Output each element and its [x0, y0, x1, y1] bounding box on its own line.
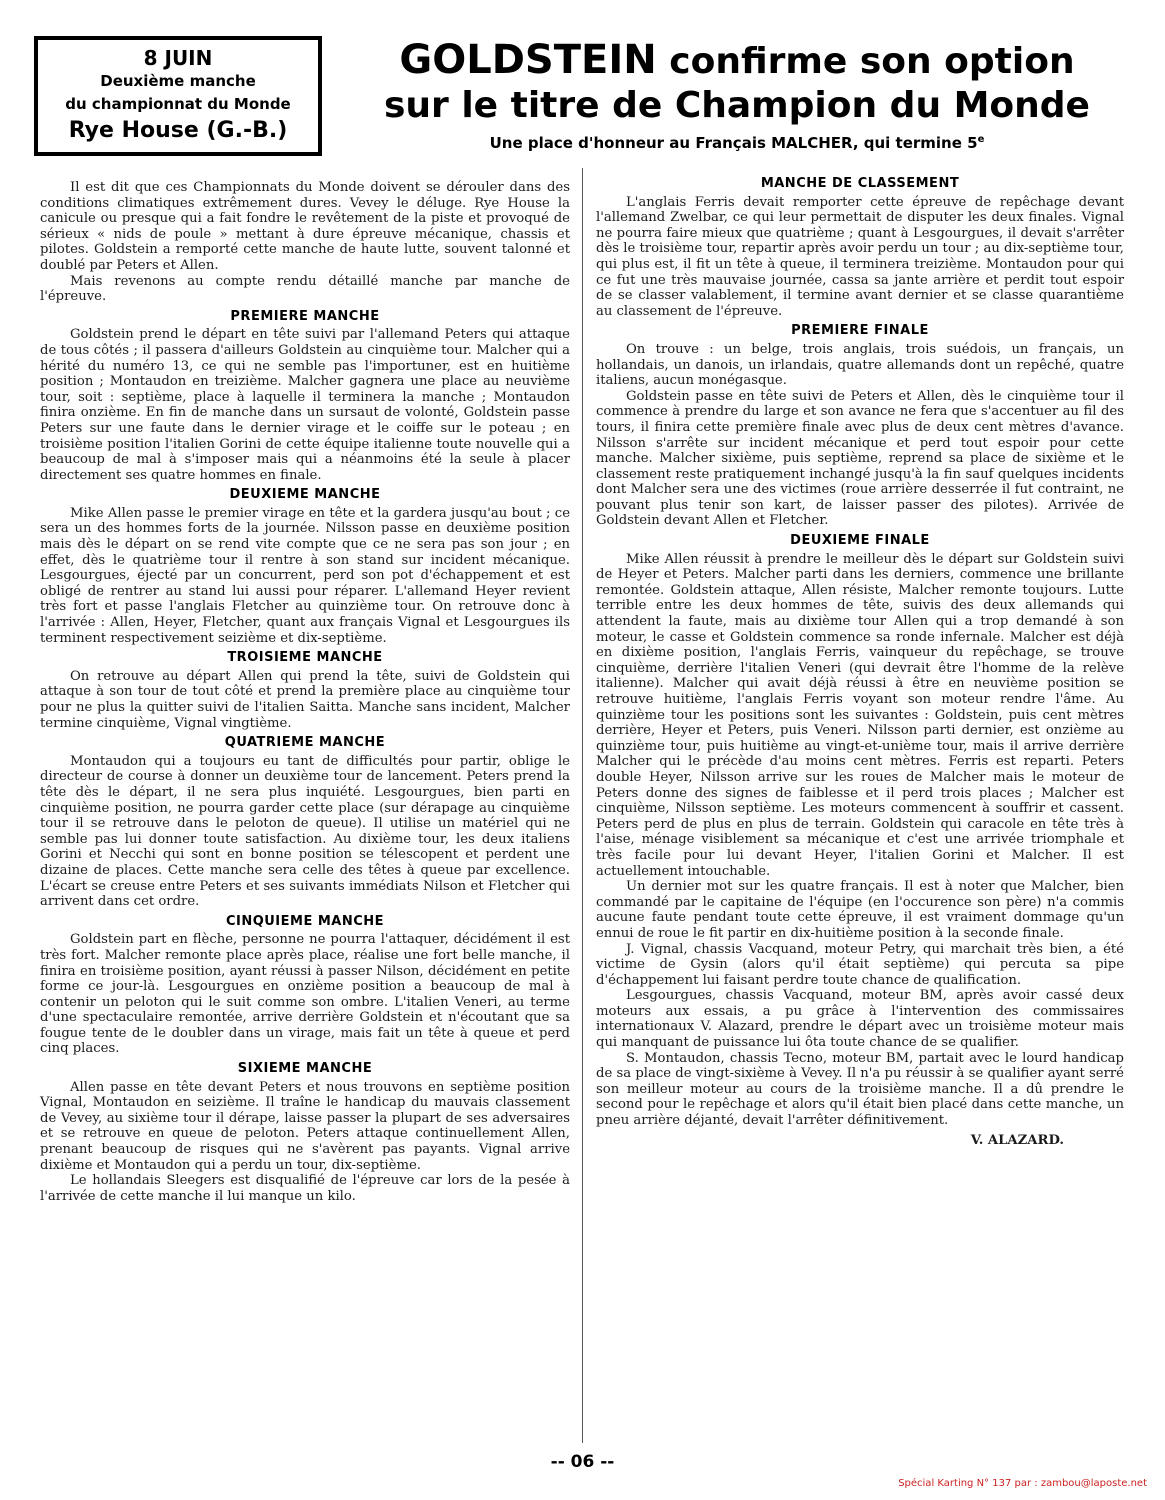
scan-credit: Spécial Karting N° 137 par : zambou@laposte.net [898, 1478, 1147, 1489]
section-heading: TROISIEME MANCHE [227, 650, 383, 666]
paragraph: On trouve : un belge, trois anglais, trois suédois, un français, un hollandais, un danois, un irlandais, quatre allemands dont un repêché, quatre italiens, aucun monégasque. [596, 341, 1124, 389]
event-box [34, 36, 322, 156]
headline-line1 [342, 38, 1132, 84]
paragraph: Mike Allen passe le premier virage en tête et la gardera jusqu'au bout ; ce sera un des hommes forts de la journée. Nilsson passe en deuxième position mais dès le départ on se rend vite compte que ce ne sera pas son jour ; en effet, dès le quatrième tour il rentre à son stand sur incident mécanique. Lesgourgues, éjecté par un concurrent, perd son pot d'échappement et est obligé de rentrer au stand lui aussi pour réparer. L'allemand Heyer revient très fort et passe l'anglais Fletcher au quinzième tour. On retrouve donc à l'arrivée : Allen, Heyer, Fletcher, quant aux français Vignal et Lesgourgues ils terminent respectivement seizième et dix-septième. [40, 505, 570, 646]
paragraph: On retrouve au départ Allen qui prend la tête, suivi de Goldstein qui attaque à son tour de tout côté et prend la première place au cinquième tour pour ne plus la quitter suivi de l'italien Saitta. Manche sans incident, Malcher termine cinquième, Vignal vingtième. [40, 668, 570, 731]
section-heading: MANCHE DE CLASSEMENT [760, 176, 960, 191]
column-divider [582, 168, 583, 1443]
section-heading: PREMIERE MANCHE [230, 308, 380, 324]
headline-name: GOLDSTEIN [399, 37, 657, 83]
paragraph: Goldstein prend le départ en tête suivi par l'allemand Peters qui attaque de tous côtés ; il passera d'ailleurs Goldstein au cinquième tour. Malcher qui a hérité du numéro 13, ce qui ne semble pas l'importuner, est en huitième position ; Montaudon en treizième. Malcher gagnera une place au neuvième tour, soit : septième, place à laquelle il terminera la manche ; Montaudon finira onzième. En fin de manche dans un sursaut de volonté, Goldstein passe Peters sur une faute dans le dernier virage et le coiffe sur le poteau ; en troisième position l'italien Gorini de cette équipe italienne toute nouvelle qui a beaucoup de mal à s'imposer mais qui a néanmoins été la seule à placer directement ses quatre hommes en finale. [40, 327, 570, 483]
paragraph: Allen passe en tête devant Peters et nous trouvons en septième position Vignal, Montaudon en seizième. Il traîne le handicap du mauvais classement de Vevey, au sixième tour il dérape, laisse passer la plupart de ses adversaires et se retrouve en queue de peloton. Peters attaque continuellement Allen, prenant beaucoup de risques qui ne s'avèrent pas payants. Vignal arrive dixième et Montaudon qui a perdu un tour, dix-septième. [40, 1079, 570, 1173]
paragraph: Un dernier mot sur les quatre français. Il est à noter que Malcher, bien commandé par le capitaine de l'équipe (en l'occurence son père) n'a commis aucune faute pendant toute cette épreuve, il est vraiment dommage qu'un ennui de roue le fit partir en dix-huitième position à la seconde finale. [596, 879, 1124, 941]
section-heading: DEUXIEME FINALE [790, 533, 930, 549]
left-column [40, 180, 570, 1204]
right-column [596, 172, 1124, 1148]
paragraph: Il est dit que ces Championnats du Monde doivent se dérouler dans des conditions climatiques extrêmement dures. Vevey le déluge. Rye House la canicule ou presque qui a fait fondre le revêtement de la piste et provoqué de sérieux « nids de poule » mettant à dure épreuve mécanique, chassis et pilotes. Goldstein a remporté cette manche de haute lutte, souvent talonné et doublé par Peters et Allen. [40, 180, 570, 273]
headline-line1-rest: confirme son option [669, 41, 1075, 82]
subtitle-text: Une place d'honneur au Français MALCHER, qui termine 5 [489, 134, 978, 152]
section-heading: QUATRIEME MANCHE [224, 735, 386, 751]
paragraph: Goldstein passe en tête suivi de Peters et Allen, dès le cinquième tour il commence à prendre du large et son avance ne fera que s'accentuer au fil des tours, il finira cette première finale avec plus de deux cent mètres d'avance. Nilsson s'arrête sur incident mécanique et perd tout espoir pour cette manche. Malcher sixième, puis septième, reprend sa place de sixième et le classement reste pratiquement inchangé jusqu'à la fin sauf quelques incidents dont Malcher sera une des victimes (roue arrière desserrée il fut contraint, ne pouvant plus tenir son kart, de laisser passer des pilotes). Arrivée de Goldstein devant Allen et Fletcher. [596, 388, 1124, 529]
paragraph: Le hollandais Sleegers est disqualifié de l'épreuve car lors de la pesée à l'arrivée de cette manche il lui manque un kilo. [40, 1173, 570, 1204]
paragraph: Mike Allen réussit à prendre le meilleur dès le départ sur Goldstein suivi de Heyer et Peters. Malcher parti dans les derniers, commence une brillante remontée. Goldstein attaque, Allen résiste, Malcher remonte toujours. Lutte terrible entre les deux hommes de tête, suivis des deux allemands qui attendent la faute, mais au dixième tour Allen qui a trop demandé à son moteur, le casse et Goldstein commence sa ronde infernale. Malcher est déjà en dixième position, l'anglais Ferris, vainqueur du repêchage, se trouve cinquième, derrière l'italien Veneri (qui devrait être l'homme de la relève italienne). Malcher qui avait déjà réussi à être en neuvième position se retrouve huitième, l'anglais Ferris voyant son moteur rendre l'âme. Au quinzième tour les positions sont les suivantes : Goldstein, puis cent mètres derrière, Heyer et Peters, puis Veneri. Nilsson parti dernier, est onzième au quinzième tour, puis huitième au vingt-et-unième tour, mais il arrive derrière Malcher qui le précède d'au moins cent mètres. Ferris est reparti. Peters double Heyer, Nilsson arrive sur les roues de Malcher mais le moteur de Peters donne des signes de faiblesse et il perd trois places ; Malcher est cinquième, Nilsson septième. Les moteurs commencent à souffrir et cassent. Peters perd de plus en plus de terrain. Goldstein qui caracole en tête très à l'aise, ménage visiblement sa mécanique et c'est une arrivée triomphale et très facile pour lui devant Heyer, l'italien Gorini et Malcher. Il est actuellement intouchable. [596, 551, 1124, 879]
event-round: Deuxième manche [100, 72, 256, 90]
author-signature: V. ALAZARD. [970, 1132, 1064, 1148]
paragraph: Goldstein part en flèche, personne ne pourra l'attaquer, décidément il est très fort. Malcher remonte place après place, réalise une fort belle manche, il finira en troisième position, ayant réussi à passer Nilson, décidément en petite forme ce jour-là. Lesgourgues en onzième position a beaucoup de mal à contenir un peloton qui le suit comme son ombre. L'italien Veneri, au terme d'une spectaculaire remontée, arrive derrière Goldstein et n'écoutant que sa fougue tente de le doubler dans un virage, mais fait un tête à queue et perd cinq places. [40, 932, 570, 1057]
section-heading: PREMIERE FINALE [791, 323, 929, 339]
subtitle [342, 134, 1132, 152]
paragraph: J. Vignal, chassis Vacquand, moteur Petry, qui marchait très bien, a été victime de Gysin (alors qu'il était septième) qui percuta sa pipe d'échappement lui faisant perdre toute chance de qualification. [596, 941, 1124, 988]
page-number: -- 06 -- [550, 1452, 615, 1472]
event-championship: du championnat du Monde [65, 95, 291, 113]
headline-line2: sur le titre de Champion du Monde [384, 85, 1090, 126]
section-heading: CINQUIEME MANCHE [225, 913, 385, 929]
event-date: 8 JUIN [143, 46, 213, 70]
section-heading: SIXIEME MANCHE [237, 1061, 373, 1077]
paragraph: Lesgourgues, chassis Vacquand, moteur BM, après avoir cassé deux moteurs aux essais, a pu grâce à l'intervention des commissaires internationaux V. Alazard, prendre le départ avec un troisième moteur mais qui manquant de puissance lui ôta toute chance de se qualifier. [596, 988, 1124, 1051]
paragraph: Mais revenons au compte rendu détaillé manche par manche de l'épreuve. [40, 273, 570, 305]
paragraph: Montaudon qui a toujours eu tant de difficultés pour partir, oblige le directeur de course à donner un deuxième tour de lancement. Peters prend la tête dès le départ, il ne sera plus inquiété. Lesgourgues, bien parti en cinquième position, ne pourra garder cette place (sur dérapage au cinquième tour il se retrouve dans le peloton de queue). Il utilise un matériel qui ne semble pas lui donner toute satisfaction. Au dixième tour, les deux italiens Gorini et Necchi qui sont en bonne position se télescopent et perdent une dizaine de places. Cette manche sera celle des têtes à queue par excellence. L'écart se creuse entre Peters et ses suivants immédiats Nilson et Fletcher qui arrivent dans cet ordre. [40, 753, 570, 910]
event-place: Rye House (G.-B.) [68, 118, 288, 143]
subtitle-sup: e [977, 134, 985, 145]
headline [342, 38, 1132, 128]
section-heading: DEUXIEME MANCHE [229, 487, 381, 503]
paragraph: L'anglais Ferris devait remporter cette épreuve de repêchage devant l'allemand Zwelbar, ce qui leur permettait de disputer les deux finales. Vignal ne pourra faire mieux que quatrième ; quant à Lesgourgues, il devait s'arrêter dès le troisième tour, repartir après avoir perdu un tour ; au dix-septième tour, qui plus est, il fit un tête à queue, il terminera treizième. Montaudon pour qui ce fut une très mauvaise journée, cassa sa jante arrière et perdit tout espoir de se classer valablement, il termine avant dernier et se classe quarantième au classement de l'épreuve. [596, 194, 1124, 319]
paragraph: S. Montaudon, chassis Tecno, moteur BM, partait avec le lourd handicap de sa place de vingt-sixième à Vevey. Il n'a pu réussir à se qualifier ayant serré son meilleur moteur au cours de la troisième manche. Il a dû prendre le second pour le repêchage et alors qu'il était bien placé dans cette manche, un pneu arrière déjanté, devait l'arrêter définitivement. [596, 1050, 1124, 1129]
